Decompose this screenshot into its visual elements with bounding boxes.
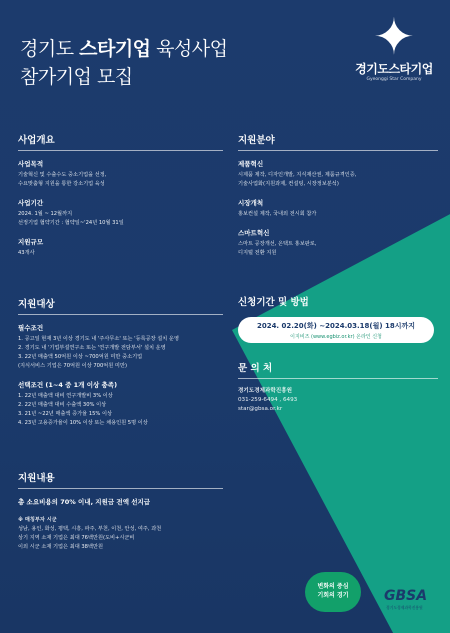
target-section: 지원대상 필수조건 1. 공고일 현재 3년 이상 경기도 내 '주사무소' 또는 '등록공장 설치 운영 2. 경기도 내 '기업부설연구소 또는 '연구개발 전담부서' 설치 운영 3. 22년 매출액 50억원 이상 ~700억원 미만 중소기업 (지식서비스 기업은 70억원 이상 700억원 미만) 선택조건 (1~4 중 1개 이상 충족) 1. 22년 매출액 대비 연구개발비 3% 이상 2. 22년 매출액 대비 수출액 30% 이상 3. 21년 ~22년 매출액 증가율 15% 이상 4. 23년 고용증가율이 10% 이상 또는 채용인원 5명 이상	[18, 296, 223, 437]
contact-section: 문 의 처 경기도경제과학진흥원 031-259-6494 , 6493 star@gbsa.or.kr	[238, 360, 438, 414]
field-section: 지원분야 제품혁신 시제품 제작, 디자인개발, 지식재산권, 제품규격인증, 기술사업화(지원과제, 컨설팅, 시장정보분석) 시장개척 홍보컨설 제작, 국내외 전시회 참가 스마트혁신 스마트 공장개선, 온택트 홍보판로, 디지털 전환 지원	[238, 132, 438, 267]
page-title: 경기도 스타기업 육성사업 참가기업 모집	[20, 38, 228, 88]
content-section: 지원내용 총 소요비용의 70% 이내, 지원금 전액 선지급 ※ 매칭부자 시군 성남, 용인, 화성, 평택, 시흥, 파주, 부천, 이천, 안성, 여주, 과천 상기 지역 소재 기업은 최대 76백만원(도비+시군비 이외 시군 소재 기업은 최대 38백만원	[18, 470, 223, 552]
gbsa-logo-sub: 경기도경제과학진흥원	[386, 605, 423, 610]
gyeonggi-slogan-badge: 변화의 중심 기회의 경기	[305, 572, 361, 612]
apply-section: 신청기간 및 방법	[238, 297, 309, 308]
star-company-logo: ✦ 경기도스타기업 Gyeonggi Star Company	[346, 12, 442, 82]
gbsa-logo: GBSA	[384, 588, 428, 604]
star-icon: ✦	[373, 8, 415, 66]
overview-section: 사업개요 사업목적 기술혁신 및 수출수도 중소기업을 선정, 수요맞춤형 지원을 통한 강소기업 육성 사업기간 2024. 1월 ~ 12월까지 선정기업 협약기간 : 협약일~'24년 10월 31일 지원규모 43개사	[18, 132, 223, 267]
apply-date-box: 2024. 02.20(화) ~2024.03.18(월) 18시까지 이지비즈 (www.egbiz.or.kr) 온라인 신청	[238, 317, 434, 343]
